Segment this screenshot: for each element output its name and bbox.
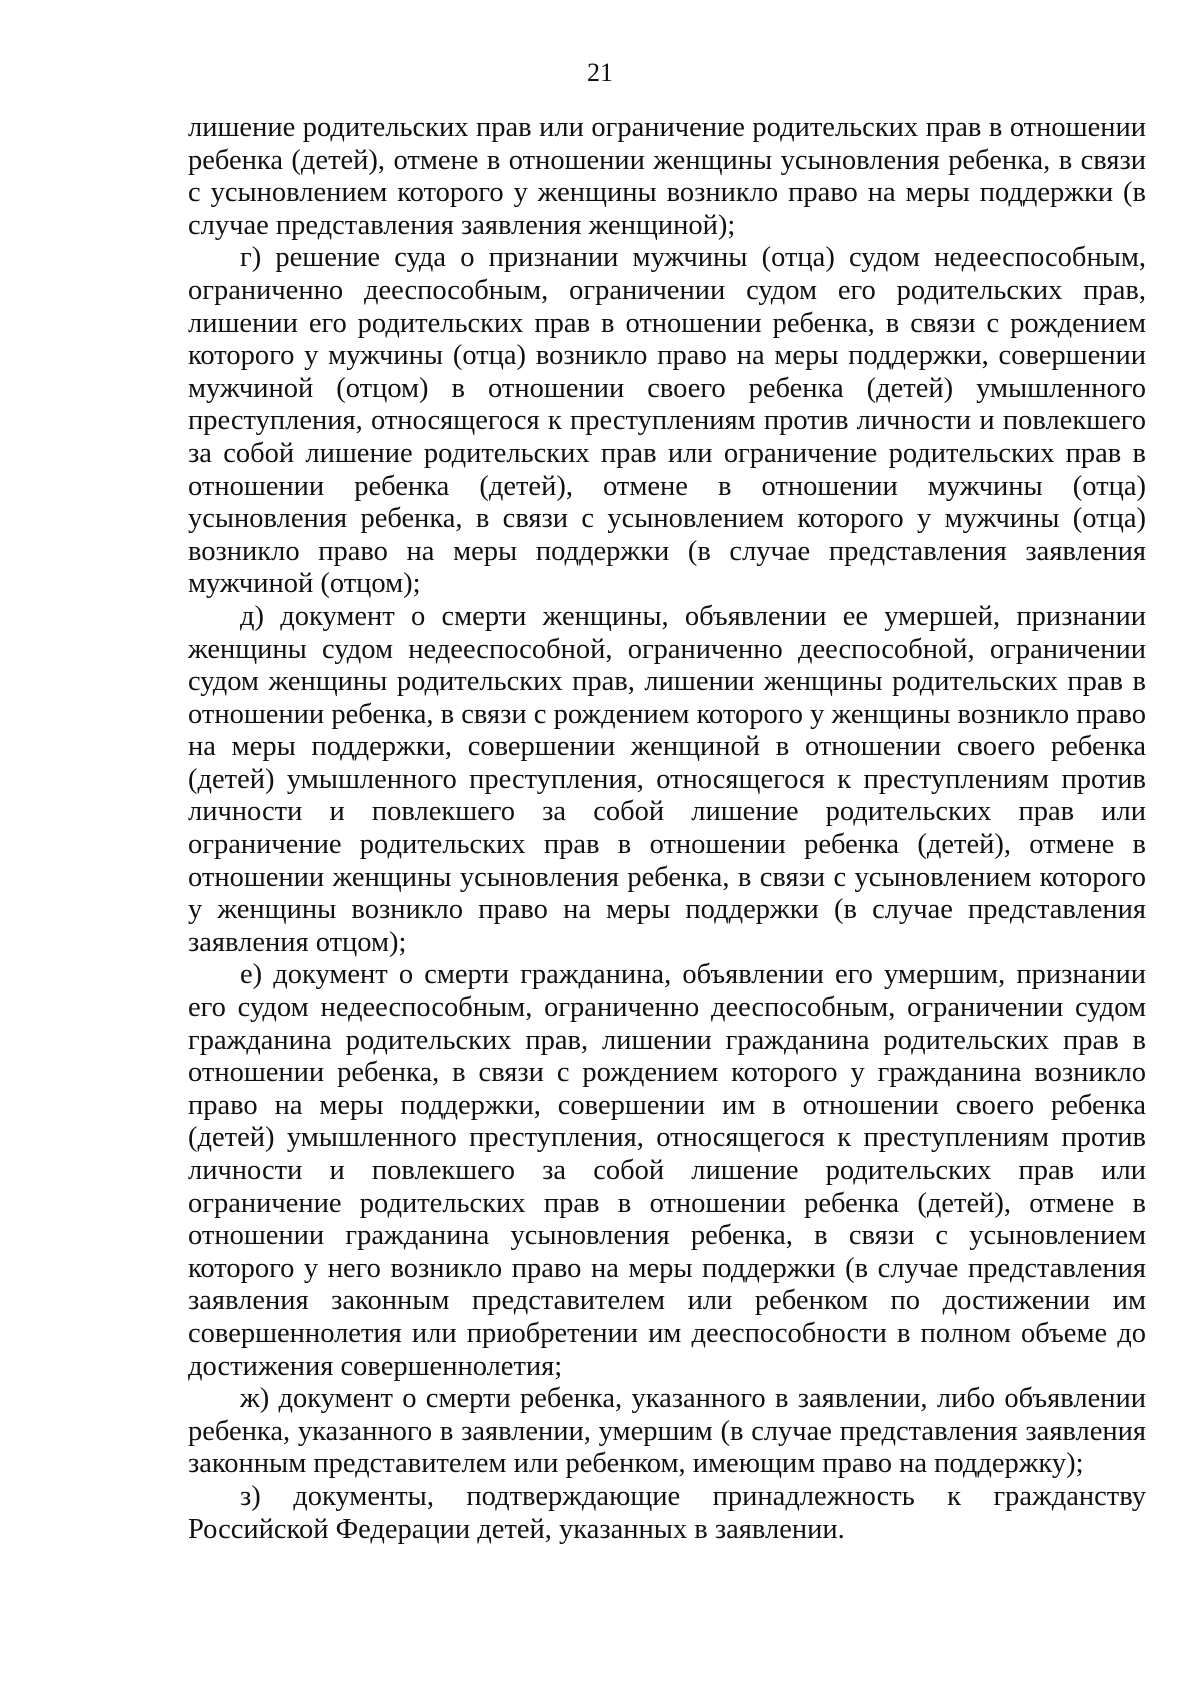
paragraph-continuation: лишение родительских прав или ограничение родительских прав в отношении ребенка (детей), отмене в отношении женщины усыновления ребенка, в связи с усыновлением которого у женщины возникло право на меры поддержки (в случае представления заявления женщиной);	[188, 112, 1146, 241]
paragraph-item-z: з) документы, подтверждающие принадлежность к гражданству Российской Федерации детей, указанных в заявлении.	[188, 1480, 1146, 1545]
paragraph-item-zh: ж) документ о смерти ребенка, указанного в заявлении, либо объявлении ребенка, указанного в заявлении, умершим (в случае представления заявления законным представителем или ребенком, имеющим право на поддержку);	[188, 1383, 1146, 1480]
paragraph-item-d: д) документ о смерти женщины, объявлении ее умершей, признании женщины судом недееспособной, ограниченно дееспособной, ограничении судом женщины родительских прав, лишении женщины родительских прав в отношении ребенка, в связи с рождением которого у женщины возникло право на меры поддержки, совершении женщиной в отношении своего ребенка (детей) умышленного преступления, относящегося к преступлениям против личности и повлекшего за собой лишение родительских прав или ограничение родительских прав в отношении ребенка (детей), отмене в отношении женщины усыновления ребенка, в связи с усыновлением которого у женщины возникло право на меры поддержки (в случае представления заявления отцом);	[188, 600, 1146, 958]
page-number: 21	[587, 58, 613, 87]
paragraph-item-e: е) документ о смерти гражданина, объявлении его умершим, признании его судом недееспособным, ограниченно дееспособным, ограничении судом гражданина родительских прав, лишении гражданина родительских прав в отношении ребенка, в связи с рождением которого у гражданина возникло право на меры поддержки, совершении им в отношении своего ребенка (детей) умышленного преступления, относящегося к преступлениям против личности и повлекшего за собой лишение родительских прав или ограничение родительских прав в отношении ребенка (детей), отмене в отношении гражданина усыновления ребенка, в связи с усыновлением которого у него возникло право на меры поддержки (в случае представления заявления законным представителем или ребенком по достижении им совершеннолетия или приобретении им дееспособности в полном объеме до достижения совершеннолетия;	[188, 959, 1146, 1382]
document-body	[188, 112, 1146, 1546]
paragraph-item-g: г) решение суда о признании мужчины (отца) судом недееспособным, ограниченно дееспособным, ограничении судом его родительских прав, лишении его родительских прав в отношении ребенка, в связи с рождением которого у мужчины (отца) возникло право на меры поддержки, совершении мужчиной (отцом) в отношении своего ребенка (детей) умышленного преступления, относящегося к преступлениям против личности и повлекшего за собой лишение родительских прав или ограничение родительских прав в отношении ребенка (детей), отмене в отношении мужчины (отца) усыновления ребенка, в связи с усыновлением которого у мужчины (отца) возникло право на меры поддержки (в случае представления заявления мужчиной (отцом);	[188, 242, 1146, 600]
